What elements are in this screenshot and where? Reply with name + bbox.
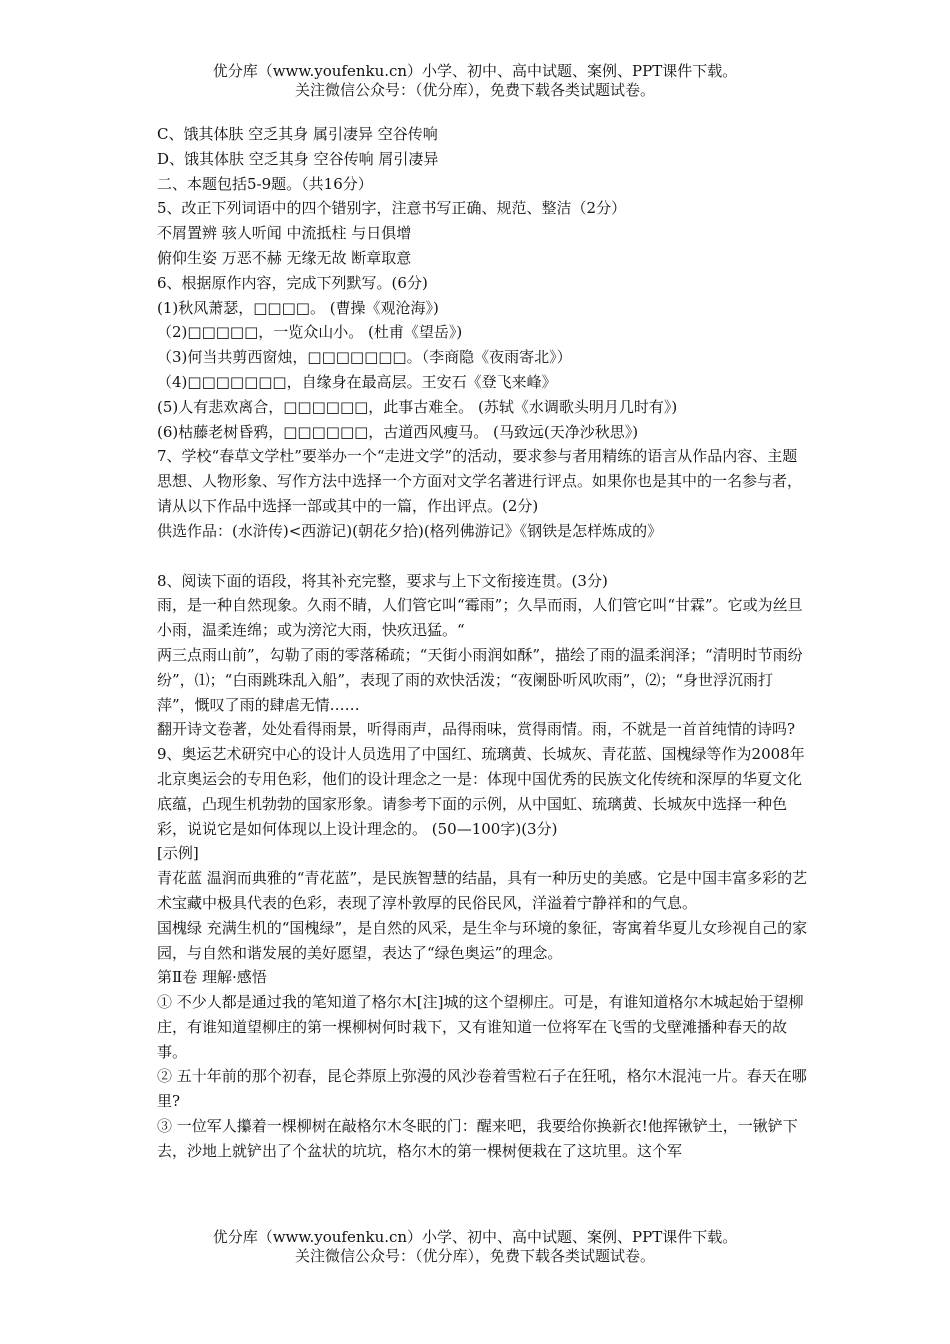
question-8: 8、阅读下面的语段，将其补充完整，要求与上下文衔接连贯。(3分)	[157, 571, 608, 590]
example-label: [示例]	[157, 844, 199, 863]
footer-line-1: 优分库（www.youfenku.cn）小学、初中、高中试题、案例、PPT课件下载。	[212, 1228, 738, 1246]
footer-line-2: 关注微信公众号：（优分库），免费下载各类试题试卷。	[294, 1247, 655, 1265]
page-footer	[0, 1228, 950, 1266]
question-6-item-4: （4)□□□□□□□，自缘身在最高层。王安石《登飞来峰》	[157, 372, 557, 391]
question-9: 9、奥运艺术研究中心的设计人员选用了中国红、琉璃黄、长城灰、青花蓝、国槐绿等作为2008年北京奥运会的专用色彩，他们的设计理念之一是：体现中国优秀的民族文化传统和深厚的华夏文化底蕴，凸现生机勃勃的国家形象。请参考下面的示例，从中国虹、琉璃黄、长城灰中选择一种色彩，说说它是如何体现以上设计理念的。 (50—100字)(3分)	[157, 745, 805, 838]
page-header	[0, 62, 950, 100]
question-6-item-2: （2)□□□□□，一览众山小。 (杜甫《望岳》)	[157, 323, 463, 342]
part-2-heading: 第Ⅱ卷 理解·感悟	[157, 968, 267, 987]
question-5-words-2: 俯仰生姿 万恶不赫 无缘无故 断章取意	[157, 248, 412, 267]
header-line-1: 优分库（www.youfenku.cn）小学、初中、高中试题、案例、PPT课件下载。	[212, 62, 738, 80]
option-d: D、饿其体肤 空乏其身 空谷传响 屑引凄异	[157, 149, 439, 168]
document-body	[147, 122, 809, 1164]
question-5: 5、改正下列词语中的四个错别字，注意书写正确、规范、整洁（2分）	[157, 199, 627, 218]
question-5-words-1: 不屑置辨 骇人听闻 中流抵柱 与日俱增	[157, 224, 412, 243]
reading-paragraph-1: ① 不少人都是通过我的笔知道了格尔木[注]城的这个望柳庄。可是，有谁知道格尔木城起始于望柳庄，有谁知道望柳庄的第一棵柳树何时栽下，又有谁知道一位将军在飞雪的戈壁滩播种春天的故事。	[157, 993, 804, 1061]
question-7: 7、学校“春草文学杜”要举办一个“走进文学”的活动，要求参与者用精练的语言从作品内容、主题思想、人物形象、写作方法中选择一个方面对文学名著进行评点。如果你也是其中的一名参与者，请从以下作品中选择一部或其中的一篇，作出评点。(2分)	[157, 447, 803, 515]
question-8-paragraph-2: 两三点雨山前”，勾勒了雨的零落稀疏；“天街小雨润如酥”，描绘了雨的温柔润泽；“清明时节雨纷纷”，⑴；“白雨跳珠乱入船”，表现了雨的欢快活泼；“夜阑卧听风吹雨”，⑵；“身世浮沉雨打萍”，慨叹了雨的肆虐无情……	[157, 645, 803, 714]
question-6-item-3: （3)何当共剪西窗烛，□□□□□□□。（李商隐《夜雨寄北》）	[157, 348, 572, 367]
question-6-item-1: (1)秋风萧瑟，□□□□。 (曹操《观沧海》)	[157, 298, 439, 317]
example-1: 青花蓝 温润而典雅的“青花蓝”，是民族智慧的结晶，具有一种历史的美感。它是中国丰富多彩的艺术宝藏中极具代表的色彩，表现了淳朴敦厚的民俗民风，洋溢着宁静祥和的气息。	[157, 869, 808, 912]
option-c: C、饿其体肤 空乏其身 属引凄异 空谷传响	[157, 125, 438, 143]
question-6-item-6: (6)枯藤老树昏鸦，□□□□□□，古道西风瘦马。 (马致远(天净沙秋思》)	[157, 422, 639, 441]
question-8-paragraph-3: 翻开诗文卷著，处处看得雨景，听得雨声，品得雨味，赏得雨情。雨，不就是一首首纯情的诗吗?	[157, 720, 796, 739]
question-6: 6、根据原作内容，完成下列默写。(6分)	[157, 273, 428, 292]
example-2: 国槐绿 充满生机的“国槐绿”，是自然的风采，是生伞与环境的象征，寄寓着华夏儿女珍视自己的家园，与自然和谐发展的美好愿望，表达了“绿色奥运”的理念。	[157, 918, 808, 962]
reading-paragraph-2: ② 五十年前的那个初春，昆仑莽原上弥漫的风沙卷着雪粒石子在狂吼，格尔木混沌一片。春天在哪里?	[157, 1067, 807, 1111]
question-6-item-5: (5)人有悲欢离合，□□□□□□，此事古难全。 (苏轼《水调歌头明月几时有》)	[157, 397, 678, 416]
section-2-heading: 二、本题包括5-9题。（共16分）	[157, 174, 373, 193]
blank-gap	[147, 544, 809, 569]
reading-paragraph-3: ③ 一位军人攥着一棵柳树在敲格尔木冬眠的门：醒来吧，我要给你换新衣!他挥锹铲土，一锹铲下去，沙地上就铲出了个盆状的坑坑，格尔木的第一棵树便栽在了这坑里。这个军	[157, 1117, 798, 1160]
question-8-paragraph-1: 雨，是一种自然现象。久雨不睛，人们管它叫“霉雨”；久旱而雨，人们管它叫“甘霖”。它或为丝旦小雨，温柔连绵；或为滂沱大雨，快疚迅猛。“	[157, 596, 803, 640]
header-line-2: 关注微信公众号：（优分库），免费下载各类试题试卷。	[294, 81, 655, 99]
question-7-works: 供选作品：(水浒传)<西游记)(朝花夕拾)(格列佛游记》《钢铁是怎样炼成的》	[157, 521, 663, 540]
